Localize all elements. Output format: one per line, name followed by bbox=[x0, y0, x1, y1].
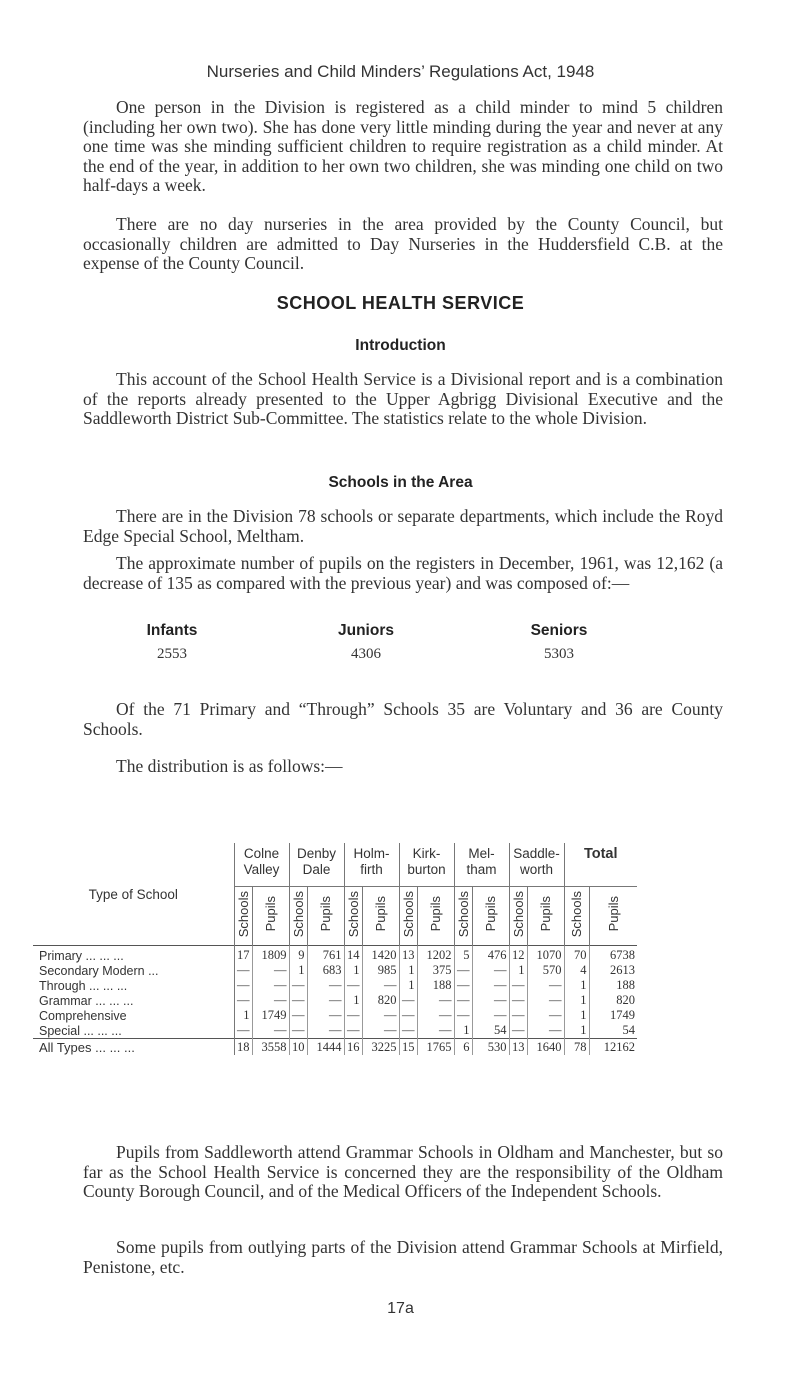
pupils-count-cell: 375 bbox=[417, 963, 454, 978]
pupils-count-cell: 820 bbox=[362, 993, 399, 1008]
schools-count-cell: 1 bbox=[344, 993, 362, 1008]
table-total-row bbox=[33, 1039, 637, 1056]
schools-count-cell: 4 bbox=[564, 963, 589, 978]
paragraph-grammar-oldham: Pupils from Saddleworth attend Grammar Schools in Oldham and Manchester, but so far as the School Health Service is concerned they are the responsibility of the Oldham County Borough Council, and of the Medical Officers of the Independent Schools. bbox=[83, 1142, 723, 1201]
composition-value: 4306 bbox=[351, 646, 381, 662]
pupils-count-cell: 188 bbox=[589, 978, 637, 993]
pupils-count-cell: 1749 bbox=[252, 1008, 289, 1023]
pupils-count-cell: — bbox=[527, 978, 564, 993]
schools-count-cell: 9 bbox=[289, 946, 307, 964]
pupils-count-cell: 1640 bbox=[527, 1039, 564, 1056]
schools-count-cell: 1 bbox=[509, 963, 527, 978]
subheader-schools bbox=[564, 887, 589, 946]
pupils-count-cell: — bbox=[252, 1023, 289, 1039]
subheader-schools bbox=[399, 887, 417, 946]
schools-count-cell: — bbox=[454, 1008, 472, 1023]
schools-count-cell: 13 bbox=[399, 946, 417, 964]
subheader-label: Schools bbox=[510, 890, 526, 938]
schools-count-cell: — bbox=[454, 993, 472, 1008]
schools-count-cell: 1 bbox=[234, 1008, 252, 1023]
schools-count-cell: — bbox=[509, 1008, 527, 1023]
subheader-label: Pupils bbox=[428, 896, 443, 932]
schools-count-cell: — bbox=[399, 1023, 417, 1039]
composition-value: 2553 bbox=[157, 646, 187, 662]
pupils-count-cell: 683 bbox=[307, 963, 344, 978]
subheader-pupils bbox=[252, 887, 289, 946]
pupils-count-cell: 1202 bbox=[417, 946, 454, 964]
subheader-label: Pupils bbox=[318, 896, 333, 932]
pupils-count-cell: — bbox=[362, 978, 399, 993]
schools-count-cell: — bbox=[234, 978, 252, 993]
subheader-pupils bbox=[362, 887, 399, 946]
school-type-cell: Grammar ... ... ... bbox=[33, 993, 234, 1008]
schools-count-cell: — bbox=[234, 993, 252, 1008]
pupils-count-cell: 3225 bbox=[362, 1039, 399, 1056]
schools-count-cell: 1 bbox=[564, 993, 589, 1008]
schools-count-cell: 18 bbox=[234, 1039, 252, 1056]
subheader-schools bbox=[234, 887, 252, 946]
pupils-count-cell: — bbox=[527, 1023, 564, 1039]
table-row bbox=[33, 1008, 637, 1023]
schools-count-cell: — bbox=[454, 978, 472, 993]
schools-count-cell: 1 bbox=[454, 1023, 472, 1039]
schools-count-cell: 1 bbox=[564, 1023, 589, 1039]
schools-count-cell: 14 bbox=[344, 946, 362, 964]
column-group-denby-dale: Denby Dale bbox=[289, 843, 344, 887]
schools-count-cell: 1 bbox=[344, 963, 362, 978]
pupils-count-cell: — bbox=[362, 1008, 399, 1023]
schools-count-cell: 5 bbox=[454, 946, 472, 964]
pupils-count-cell: 985 bbox=[362, 963, 399, 978]
pupils-count-cell: — bbox=[527, 1008, 564, 1023]
schools-count-cell: — bbox=[399, 993, 417, 1008]
paragraph-distribution: The distribution is as follows:— bbox=[116, 756, 343, 776]
school-type-cell: Primary ... ... ... bbox=[33, 946, 234, 964]
subheading-introduction: Introduction bbox=[355, 337, 446, 354]
paragraph-day-nurseries: There are no day nurseries in the area provided by the County Council, but occasionally children are admitted to Day Nurseries in the Huddersfield C.B. at the expense of the County Council. bbox=[83, 214, 723, 273]
column-group-colne-valley: Colne Valley bbox=[234, 843, 289, 887]
pupils-count-cell: — bbox=[472, 978, 509, 993]
table-row bbox=[33, 978, 637, 993]
subheader-label: Pupils bbox=[483, 896, 498, 932]
column-group-total: Total bbox=[564, 843, 637, 887]
schools-count-cell: 16 bbox=[344, 1039, 362, 1056]
schools-count-cell: 13 bbox=[509, 1039, 527, 1056]
schools-count-cell: 1 bbox=[399, 978, 417, 993]
pupils-count-cell: — bbox=[472, 1008, 509, 1023]
schools-count-cell: 10 bbox=[289, 1039, 307, 1056]
section-heading: SCHOOL HEALTH SERVICE bbox=[276, 293, 525, 313]
school-type-cell: Special ... ... ... bbox=[33, 1023, 234, 1039]
pupils-count-cell: — bbox=[472, 963, 509, 978]
composition-label: Seniors bbox=[530, 622, 588, 639]
pupils-count-cell: 1749 bbox=[589, 1008, 637, 1023]
subheader-label: Schools bbox=[345, 890, 361, 938]
pupils-count-cell: 6738 bbox=[589, 946, 637, 964]
column-group-meltham: Mel-tham bbox=[454, 843, 509, 887]
schools-count-cell: — bbox=[289, 1023, 307, 1039]
pupils-count-cell: — bbox=[417, 1023, 454, 1039]
schools-count-cell: 70 bbox=[564, 946, 589, 964]
schools-count-cell: — bbox=[289, 978, 307, 993]
schools-count-cell: — bbox=[234, 963, 252, 978]
pupils-count-cell: 2613 bbox=[589, 963, 637, 978]
school-type-cell: All Types ... ... ... bbox=[33, 1039, 234, 1056]
paragraph-through-schools: Of the 71 Primary and “Through” Schools 35 are Voluntary and 36 are County Schools. bbox=[83, 699, 723, 739]
pupils-count-cell: — bbox=[417, 1008, 454, 1023]
pupils-count-cell: — bbox=[307, 1023, 344, 1039]
subheader-label: Schools bbox=[569, 890, 584, 938]
schools-count-cell: 17 bbox=[234, 946, 252, 964]
subheader-label: Schools bbox=[290, 890, 306, 938]
distribution-table bbox=[33, 843, 637, 1055]
schools-count-cell: — bbox=[344, 1008, 362, 1023]
schools-count-cell: — bbox=[289, 1008, 307, 1023]
subheader-label: Pupils bbox=[263, 896, 278, 932]
pupils-count-cell: 12162 bbox=[589, 1039, 637, 1056]
column-header-type: Type of School bbox=[33, 843, 234, 946]
pupils-count-cell: — bbox=[362, 1023, 399, 1039]
subheader-pupils bbox=[589, 887, 637, 946]
pupils-count-cell: 1070 bbox=[527, 946, 564, 964]
schools-count-cell: — bbox=[289, 993, 307, 1008]
composition-label: Infants bbox=[146, 622, 198, 639]
schools-count-cell: — bbox=[344, 1023, 362, 1039]
pupils-count-cell: 570 bbox=[527, 963, 564, 978]
paragraph-schools: There are in the Division 78 schools or separate departments, which include the Royd Edge Special School, Meltham. bbox=[83, 506, 723, 546]
pupils-count-cell: — bbox=[307, 993, 344, 1008]
subheader-label: Schools bbox=[400, 890, 416, 938]
subheader-schools bbox=[509, 887, 527, 946]
pupils-count-cell: 1444 bbox=[307, 1039, 344, 1056]
pupils-count-cell: 761 bbox=[307, 946, 344, 964]
schools-count-cell: 1 bbox=[289, 963, 307, 978]
schools-count-cell: 15 bbox=[399, 1039, 417, 1056]
table-body bbox=[33, 946, 637, 1056]
schools-count-cell: — bbox=[234, 1023, 252, 1039]
schools-count-cell: 1 bbox=[399, 963, 417, 978]
pupils-count-cell: 530 bbox=[472, 1039, 509, 1056]
pupils-count-cell: 54 bbox=[589, 1023, 637, 1039]
composition-infants bbox=[102, 622, 242, 663]
pupils-count-cell: 3558 bbox=[252, 1039, 289, 1056]
column-group-saddleworth: Saddle-worth bbox=[509, 843, 564, 887]
table-row bbox=[33, 1023, 637, 1039]
table-row bbox=[33, 963, 637, 978]
pupils-count-cell: — bbox=[252, 963, 289, 978]
subheading-schools-in-area: Schools in the Area bbox=[328, 474, 473, 491]
paragraph-pupils: The approximate number of pupils on the registers in December, 1961, was 12,162 (a decrease of 135 as compared with the previous year) and was composed of:— bbox=[83, 553, 723, 593]
table-row bbox=[33, 993, 637, 1008]
pupils-count-cell: — bbox=[307, 1008, 344, 1023]
schools-count-cell: — bbox=[509, 978, 527, 993]
school-type-cell: Comprehensive bbox=[33, 1008, 234, 1023]
paragraph-intro: This account of the School Health Service is a Divisional report and is a combination of the reports already presented to the Upper Agbrigg Divisional Executive and the Saddleworth District Sub-Committee. The statistics relate to the whole Division. bbox=[83, 369, 723, 428]
subheader-schools bbox=[454, 887, 472, 946]
composition-value: 5303 bbox=[544, 646, 574, 662]
schools-count-cell: — bbox=[454, 963, 472, 978]
column-group-holmfirth: Holm-firth bbox=[344, 843, 399, 887]
school-type-cell: Through ... ... ... bbox=[33, 978, 234, 993]
subheader-label: Pupils bbox=[605, 896, 621, 932]
pupils-count-cell: — bbox=[527, 993, 564, 1008]
pupils-count-cell: 820 bbox=[589, 993, 637, 1008]
page-number: 17a bbox=[387, 1300, 414, 1317]
pupils-count-cell: — bbox=[472, 993, 509, 1008]
composition-label: Juniors bbox=[338, 622, 394, 639]
subheader-label: Schools bbox=[455, 890, 471, 938]
pupils-count-cell: — bbox=[417, 993, 454, 1008]
schools-count-cell: 1 bbox=[564, 1008, 589, 1023]
composition-seniors bbox=[489, 622, 629, 663]
pupils-count-cell: 1765 bbox=[417, 1039, 454, 1056]
subheader-label: Schools bbox=[235, 890, 251, 938]
pupils-count-cell: 54 bbox=[472, 1023, 509, 1039]
table-row bbox=[33, 946, 637, 964]
schools-count-cell: 12 bbox=[509, 946, 527, 964]
schools-count-cell: — bbox=[509, 993, 527, 1008]
school-type-cell: Secondary Modern ... bbox=[33, 963, 234, 978]
subheader-pupils bbox=[307, 887, 344, 946]
subheader-label: Pupils bbox=[373, 896, 388, 932]
running-title: Nurseries and Child Minders’ Regulations Act, 1948 bbox=[206, 62, 595, 81]
pupils-count-cell: — bbox=[307, 978, 344, 993]
pupils-count-cell: 1809 bbox=[252, 946, 289, 964]
paragraph-child-minder: One person in the Division is registered as a child minder to mind 5 children (including her own two). She has done very little minding during the year and never at any one time was she minding sufficient children to require registration as a child minder. At the end of the year, in addition to her own two children, she was minding one child on two half-days a week. bbox=[83, 97, 723, 195]
schools-count-cell: 6 bbox=[454, 1039, 472, 1056]
pupils-count-cell: — bbox=[252, 978, 289, 993]
subheader-label: Pupils bbox=[538, 896, 553, 932]
pupils-count-cell: — bbox=[252, 993, 289, 1008]
pupils-count-cell: 188 bbox=[417, 978, 454, 993]
subheader-pupils bbox=[527, 887, 564, 946]
column-group-kirkburton: Kirk-burton bbox=[399, 843, 454, 887]
subheader-pupils bbox=[417, 887, 454, 946]
composition-juniors bbox=[296, 622, 436, 663]
subheader-schools bbox=[289, 887, 307, 946]
schools-count-cell: — bbox=[344, 978, 362, 993]
schools-count-cell: 1 bbox=[564, 978, 589, 993]
schools-count-cell: — bbox=[399, 1008, 417, 1023]
pupils-count-cell: 476 bbox=[472, 946, 509, 964]
subheader-pupils bbox=[472, 887, 509, 946]
pupils-count-cell: 1420 bbox=[362, 946, 399, 964]
schools-count-cell: — bbox=[509, 1023, 527, 1039]
schools-count-cell: 78 bbox=[564, 1039, 589, 1056]
subheader-schools bbox=[344, 887, 362, 946]
paragraph-grammar-outlying: Some pupils from outlying parts of the Division attend Grammar Schools at Mirfield, Penistone, etc. bbox=[83, 1237, 723, 1277]
